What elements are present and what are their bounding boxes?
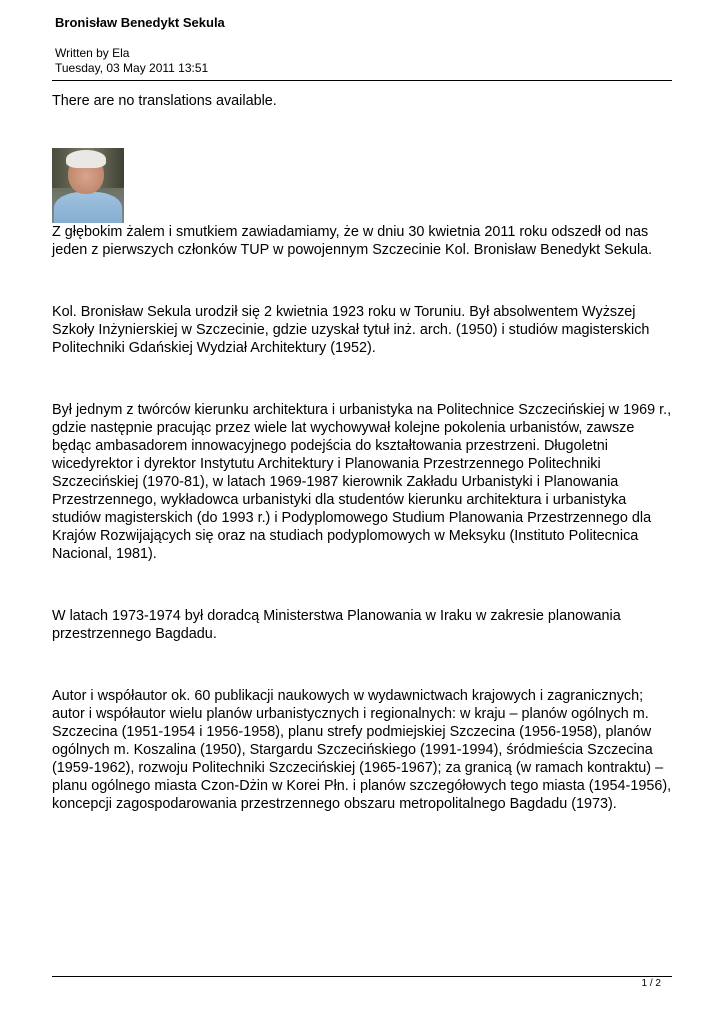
article-content [52, 92, 674, 857]
article-meta [55, 46, 208, 76]
author-line: Written by Ela [55, 46, 130, 60]
page-title: Bronisław Benedykt Sekula [55, 15, 225, 30]
paragraph-iraq: W latach 1973-1974 był doradcą Ministerstwa Planowania w Iraku w zakresie planowania przestrzennego Bagdadu. [52, 608, 621, 642]
paragraph-announcement: Z głębokim żalem i smutkiem zawiadamiamy, że w dniu 30 kwietnia 2011 roku odszedł od nas jeden z pierwszych członków TUP w powojennym Szczecinie Kol. Bronisław Benedykt Sekula. [52, 224, 653, 258]
footer-divider [52, 976, 672, 977]
paragraph-career: Był jednym z twórców kierunku architektura i urbanistyka na Politechnice Szczecińskiej w 1969 r., gdzie następnie pracując przez wiele lat wychowywał kolejne pokolenia urbanistów, zawsze będąc ambasadorem innowacyjnego podejścia do kształtowania przestrzeni. Długoletni wicedyrektor i dyrektor Instytutu Architektury i Planowania Przestrzennego Politechniki Szczecińskiej (1970-81), w latach 1969-1987 kierownik Zakładu Urbanistyki i Planowania Przestrzennego, wykładowca urbanistyki dla studentów kierunku architektura i urbanistyka studiów magisterskich (do 1993 r.) i Podyplomowego Studium Planowania Przestrzennego dla Krajów Rozwijających się oraz na studiach podyplomowych w Meksyku (Instituto Politecnica Nacional, 1981). [52, 402, 672, 562]
translation-notice: There are no translations available. [52, 93, 277, 109]
paragraph-biography: Kol. Bronisław Sekula urodził się 2 kwietnia 1923 roku w Toruniu. Był absolwentem Wyższej Szkoły Inżynierskiej w Szczecinie, gdzie uzyskał tytuł inż. arch. (1950) i studiów magisterskich Politechniki Gdańskiej Wydział Architektury (1952). [52, 304, 650, 356]
date-line: Tuesday, 03 May 2011 13:51 [55, 61, 209, 75]
paragraph-publications: Autor i współautor ok. 60 publikacji naukowych w wydawnictwach krajowych i zagranicznych; autor i współautor wielu planów urbanistycznych i regionalnych: w kraju – planów ogólnych m. Szczecina (1951-1954 i 1956-1958), planu strefy podmiejskiej Szczecina (1956-1958), planów ogólnych m. Koszalina (1950), Stargardu Szczecińskiego (1991-1994), śródmieścia Szczecina (1959-1962), rozwoju Politechniki Szczecińskiej (1965-1967); za granicą (w ramach kontraktu) – planu ogólnego miasta Czon-Dżin w Korei Płn. i planów szczegółowych tego miasta (1954-1956), koncepcji zagospodarowania przestrzennego obszaru metropolitalnego Bagdadu (1973). [52, 688, 672, 812]
portrait-photo [52, 148, 124, 223]
page-number: 1 / 2 [641, 978, 661, 989]
header-divider [52, 80, 672, 81]
